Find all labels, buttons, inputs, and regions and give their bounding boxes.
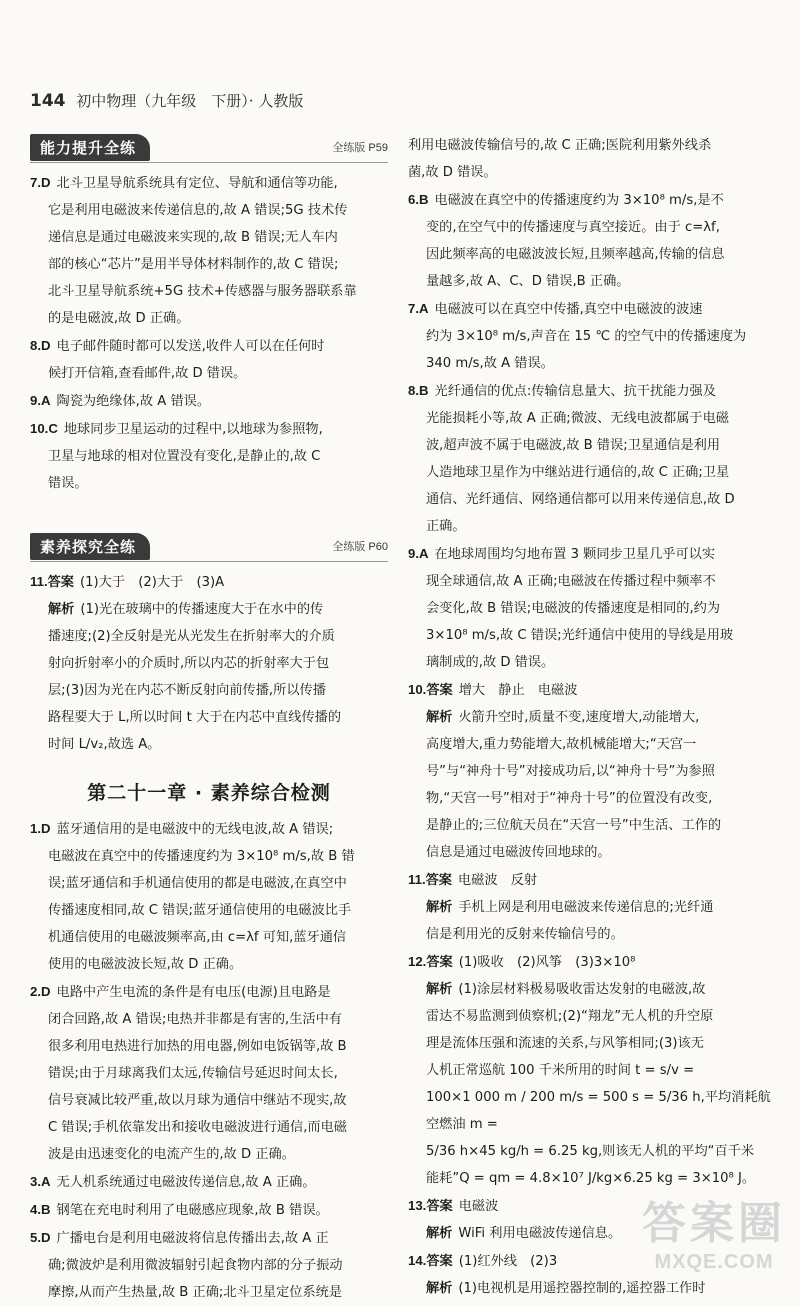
answer-line: 路程要大于 L,所以时间 t 大于在内芯中直线传播的 bbox=[48, 710, 342, 725]
section-banner-ability bbox=[30, 132, 388, 163]
question-number: 1.D bbox=[30, 821, 51, 836]
answer-line: 物,“天宫一号”相对于“神舟十号”的位置没有改变, bbox=[426, 791, 713, 806]
answer-line: 解析 手机上网是利用电磁波来传递信息的;光纤通 bbox=[426, 900, 714, 915]
answer-item bbox=[30, 1196, 388, 1224]
answer-line: 部的核心“芯片”是用半导体材料制作的,故 C 错误; bbox=[48, 257, 339, 272]
question-number: 7.A bbox=[408, 301, 429, 316]
answer-line: 波,超声波不属于电磁波,故 B 错误;卫星通信是利用 bbox=[426, 438, 721, 453]
answer-item bbox=[408, 948, 780, 976]
answer-line: 会变化,故 B 错误;电磁波的传播速度是相同的,约为 bbox=[426, 601, 721, 616]
analysis-label: 解析 bbox=[48, 602, 75, 617]
question-number: 8.B bbox=[408, 383, 429, 398]
answer-line: 7.A 电磁波可以在真空中传播,真空中电磁波的波速 bbox=[408, 301, 703, 317]
answer-item bbox=[30, 596, 388, 758]
answer-line: 波是由迅速变化的电流产生的,故 D 正确。 bbox=[48, 1147, 295, 1162]
answer-item bbox=[408, 186, 780, 295]
answer-line: 5.D 广播电台是利用电磁波将信息传播出去,故 A 正 bbox=[30, 1230, 329, 1246]
answer-line: 是静止的;三位航天员在“天宫一号”中生活、工作的 bbox=[426, 818, 722, 833]
answer-list bbox=[30, 815, 388, 1306]
watermark bbox=[642, 1187, 786, 1274]
answer-line: 电磁波在真空中的传播速度约为 3×10⁸ m/s,故 B 错 bbox=[48, 849, 355, 864]
question-number: 12.答案 bbox=[408, 954, 453, 969]
answer-line: 100×1 000 m / 200 m/s = 500 s = 5/36 h,平均消耗航空燃油 m = bbox=[426, 1090, 771, 1132]
answer-line: 射向折射率小的介质时,所以内芯的折射率大于包 bbox=[48, 656, 330, 671]
continued-text bbox=[408, 132, 780, 186]
answer-line: 10.C 地球同步卫星运动的过程中,以地球为参照物, bbox=[30, 421, 323, 437]
question-number: 11.答案 bbox=[408, 872, 452, 887]
question-number: 4.B bbox=[30, 1202, 51, 1217]
analysis-label: 解析 bbox=[426, 982, 453, 997]
section-title: 能力提升全练 bbox=[30, 134, 150, 161]
analysis-label: 解析 bbox=[426, 1281, 453, 1296]
answer-item bbox=[408, 894, 780, 948]
answer-list bbox=[30, 169, 388, 497]
analysis-label: 解析 bbox=[426, 710, 453, 725]
answer-line: 菌,故 D 错误。 bbox=[408, 165, 497, 180]
analysis-label: 解析 bbox=[426, 900, 453, 915]
answer-item bbox=[30, 568, 388, 596]
page-number: 144 bbox=[30, 91, 66, 111]
question-number: 7.D bbox=[30, 175, 51, 190]
answer-line: 雷达不易监测到侦察机;(2)“翔龙”无人机的升空原 bbox=[426, 1009, 714, 1024]
answer-line: 闭合回路,故 A 错误;电热并非都是有害的,生活中有 bbox=[48, 1012, 342, 1027]
answer-line: 11.答案 (1)大于 (2)大于 (3)A bbox=[30, 574, 225, 590]
answer-line: 利用电磁波传输信号的,故 C 正确;医院利用紫外线杀 bbox=[408, 138, 712, 153]
answer-line: 的是电磁波,故 D 正确。 bbox=[48, 311, 190, 326]
answer-line: 8.B 光纤通信的优点:传输信息量大、抗干扰能力强及 bbox=[408, 383, 716, 399]
answer-line: 误;蓝牙通信和手机通信使用的都是电磁波,在真空中 bbox=[48, 876, 347, 891]
question-number: 13.答案 bbox=[408, 1198, 453, 1213]
answer-line: 摩擦,从而产生热量,故 B 正确;北斗卫星定位系统是 bbox=[48, 1285, 343, 1300]
answer-line: 约为 3×10⁸ m/s,声音在 15 ℃ 的空气中的传播速度为 bbox=[426, 329, 747, 344]
book-title: 初中物理（九年级 下册）· 人教版 bbox=[76, 92, 304, 110]
section-title: 素养探究全练 bbox=[30, 533, 150, 560]
answer-line: 量越多,故 A、C、D 错误,B 正确。 bbox=[426, 274, 630, 289]
answer-line: 理是流体压强和流速的关系,与风筝相同;(3)该无 bbox=[426, 1036, 704, 1051]
answer-line: 错误。 bbox=[48, 476, 88, 491]
section-banner-literacy bbox=[30, 531, 388, 562]
answer-line: 北斗卫星导航系统+5G 技术+传感器与服务器联系靠 bbox=[48, 284, 357, 299]
answer-line: 解析 WiFi 利用电磁波传递信息。 bbox=[426, 1226, 622, 1241]
answer-line: 高度增大,重力势能增大,故机械能增大;“天宫一 bbox=[426, 737, 697, 752]
answer-line: 3×10⁸ m/s,故 C 错误;光纤通信中使用的导线是用玻 bbox=[426, 628, 734, 643]
answer-line: 卫星与地球的相对位置没有变化,是静止的,故 C bbox=[48, 449, 321, 464]
answer-line: 时间 L/v₂,故选 A。 bbox=[48, 737, 161, 752]
answer-item bbox=[30, 415, 388, 497]
answer-line: 3.A 无人机系统通过电磁波传递信息,故 A 正确。 bbox=[30, 1174, 316, 1190]
right-column bbox=[408, 132, 780, 1302]
answer-item bbox=[30, 1224, 388, 1306]
answer-line: 340 m/s,故 A 错误。 bbox=[426, 356, 554, 371]
answer-line: 9.A 陶瓷为绝缘体,故 A 错误。 bbox=[30, 393, 211, 409]
answer-line: 8.D 电子邮件随时都可以发送,收件人可以在任何时 bbox=[30, 338, 325, 354]
section-reference: 全练版 P60 bbox=[332, 541, 388, 553]
question-number: 3.A bbox=[30, 1174, 51, 1189]
question-number: 10.答案 bbox=[408, 682, 453, 697]
answer-line: 通信、光纤通信、网络通信都可以用来传递信息,故 D bbox=[426, 492, 735, 507]
answer-item bbox=[408, 540, 780, 676]
answer-item bbox=[408, 1275, 780, 1302]
answer-item bbox=[30, 1168, 388, 1196]
answer-line: 很多利用电热进行加热的用电器,例如电饭锅等,故 B bbox=[48, 1039, 347, 1054]
answer-line: 传播速度相同,故 C 错误;蓝牙通信使用的电磁波比手 bbox=[48, 903, 352, 918]
answer-item bbox=[30, 387, 388, 415]
question-number: 8.D bbox=[30, 338, 51, 353]
answer-line: 14.答案 (1)红外线 (2)3 bbox=[408, 1253, 558, 1269]
answer-item bbox=[408, 377, 780, 540]
question-number: 9.A bbox=[408, 546, 429, 561]
answer-line: 9.A 在地球周围均匀地布置 3 颗同步卫星几乎可以实 bbox=[408, 546, 716, 562]
question-number: 9.A bbox=[30, 393, 51, 408]
answer-line: 使用的电磁波波长短,故 D 正确。 bbox=[48, 957, 243, 972]
answer-line: 因此频率高的电磁波波长短,且频率越高,传输的信息 bbox=[426, 247, 725, 262]
answer-line: 正确。 bbox=[426, 519, 466, 534]
answer-line: 层;(3)因为光在内芯不断反射向前传播,所以传播 bbox=[48, 683, 326, 698]
question-number: 6.B bbox=[408, 192, 429, 207]
analysis-label: 解析 bbox=[426, 1226, 453, 1241]
answer-line: 10.答案 增大 静止 电磁波 bbox=[408, 682, 578, 698]
answer-line: 候打开信箱,查看邮件,故 D 错误。 bbox=[48, 366, 247, 381]
page-header bbox=[30, 90, 303, 111]
watermark-text: 答案圈 bbox=[642, 1198, 786, 1249]
answer-line: C 错误;手机依靠发出和接收电磁波进行通信,而电磁 bbox=[48, 1120, 347, 1135]
question-number: 14.答案 bbox=[408, 1253, 453, 1268]
answer-line: 4.B 钢笔在充电时利用了电磁感应现象,故 B 错误。 bbox=[30, 1202, 329, 1218]
answer-item bbox=[30, 978, 388, 1168]
answer-line: 1.D 蓝牙通信用的是电磁波中的无线电波,故 A 错误; bbox=[30, 821, 334, 837]
answer-item bbox=[408, 676, 780, 704]
answer-item bbox=[408, 704, 780, 866]
answer-line: 解析 (1)涂层材料极易吸收雷达发射的电磁波,故 bbox=[426, 982, 706, 997]
answer-line: 信息是通过电磁波传回地球的。 bbox=[426, 845, 611, 860]
answer-item bbox=[408, 976, 780, 1192]
answer-item bbox=[30, 169, 388, 332]
chapter-title: 第二十一章 · 素养综合检测 bbox=[87, 782, 331, 804]
answer-line: 播速度;(2)全反射是光从光发生在折射率大的介质 bbox=[48, 629, 335, 644]
answer-line: 13.答案 电磁波 bbox=[408, 1198, 499, 1214]
question-number: 11.答案 bbox=[30, 574, 74, 589]
answer-item bbox=[30, 815, 388, 978]
answer-line: 它是利用电磁波来传递信息的,故 A 错误;5G 技术传 bbox=[48, 203, 348, 218]
answer-line: 7.D 北斗卫星导航系统具有定位、导航和通信等功能, bbox=[30, 175, 338, 191]
answer-line: 错误;由于月球离我们太远,传输信号延迟时间太长, bbox=[48, 1066, 338, 1081]
answer-line: 人机正常巡航 100 千米所用的时间 t = s/v = bbox=[426, 1063, 695, 1078]
answer-line: 递信息是通过电磁波来实现的,故 B 错误;无人车内 bbox=[48, 230, 338, 245]
answer-line: 2.D 电路中产生电流的条件是有电压(电源)且电路是 bbox=[30, 984, 331, 1000]
answer-line: 11.答案 电磁波 反射 bbox=[408, 872, 538, 888]
answer-line: 6.B 电磁波在真空中的传播速度约为 3×10⁸ m/s,是不 bbox=[408, 192, 724, 208]
answer-list bbox=[30, 568, 388, 758]
answer-line: 人造地球卫星作为中继站进行通信的,故 C 正确;卫星 bbox=[426, 465, 730, 480]
answer-item bbox=[408, 295, 780, 377]
answer-line: 解析 (1)光在玻璃中的传播速度大于在水中的传 bbox=[48, 602, 324, 617]
question-number: 10.C bbox=[30, 421, 58, 436]
answer-line: 璃制成的,故 D 错误。 bbox=[426, 655, 555, 670]
answer-list bbox=[408, 186, 780, 1302]
answer-line: 机通信使用的电磁波频率高,由 c=λf 可知,蓝牙通信 bbox=[48, 930, 347, 945]
answer-line: 信号衰减比较严重,故以月球为通信中继站不现实,故 bbox=[48, 1093, 347, 1108]
watermark-url: MXQE.COM bbox=[654, 1251, 774, 1273]
answer-line: 解析 (1)电视机是用遥控器控制的,遥控器工作时 bbox=[426, 1281, 706, 1296]
answer-line: 变的,在空气中的传播速度与真空接近。由于 c=λf, bbox=[426, 220, 720, 235]
answer-line: 信是利用光的反射来传输信号的。 bbox=[426, 927, 624, 942]
section-reference: 全练版 P59 bbox=[332, 142, 388, 154]
answer-line: 12.答案 (1)吸收 (2)风筝 (3)3×10⁸ bbox=[408, 954, 636, 970]
answer-line: 能耗”Q = qm = 4.8×10⁷ J/kg×6.25 kg = 3×10⁸ J。 bbox=[426, 1171, 756, 1186]
answer-line: 确;微波炉是利用微波辐射引起食物内部的分子振动 bbox=[48, 1258, 343, 1273]
question-number: 5.D bbox=[30, 1230, 51, 1245]
answer-line: 5/36 h×45 kg/h = 6.25 kg,则该无人机的平均“百千米 bbox=[426, 1144, 755, 1159]
answer-item bbox=[30, 332, 388, 387]
answer-line: 光能损耗小等,故 A 正确;微波、无线电波都属于电磁 bbox=[426, 411, 729, 426]
answer-line: 解析 火箭升空时,质量不变,速度增大,动能增大, bbox=[426, 710, 700, 725]
answer-line: 现全球通信,故 A 正确;电磁波在传播过程中频率不 bbox=[426, 574, 716, 589]
answer-item bbox=[408, 866, 780, 894]
left-column bbox=[30, 132, 388, 1306]
question-number: 2.D bbox=[30, 984, 51, 999]
answer-line: 号”与“神舟十号”对接成功后,以“神舟十号”为参照 bbox=[426, 764, 715, 779]
